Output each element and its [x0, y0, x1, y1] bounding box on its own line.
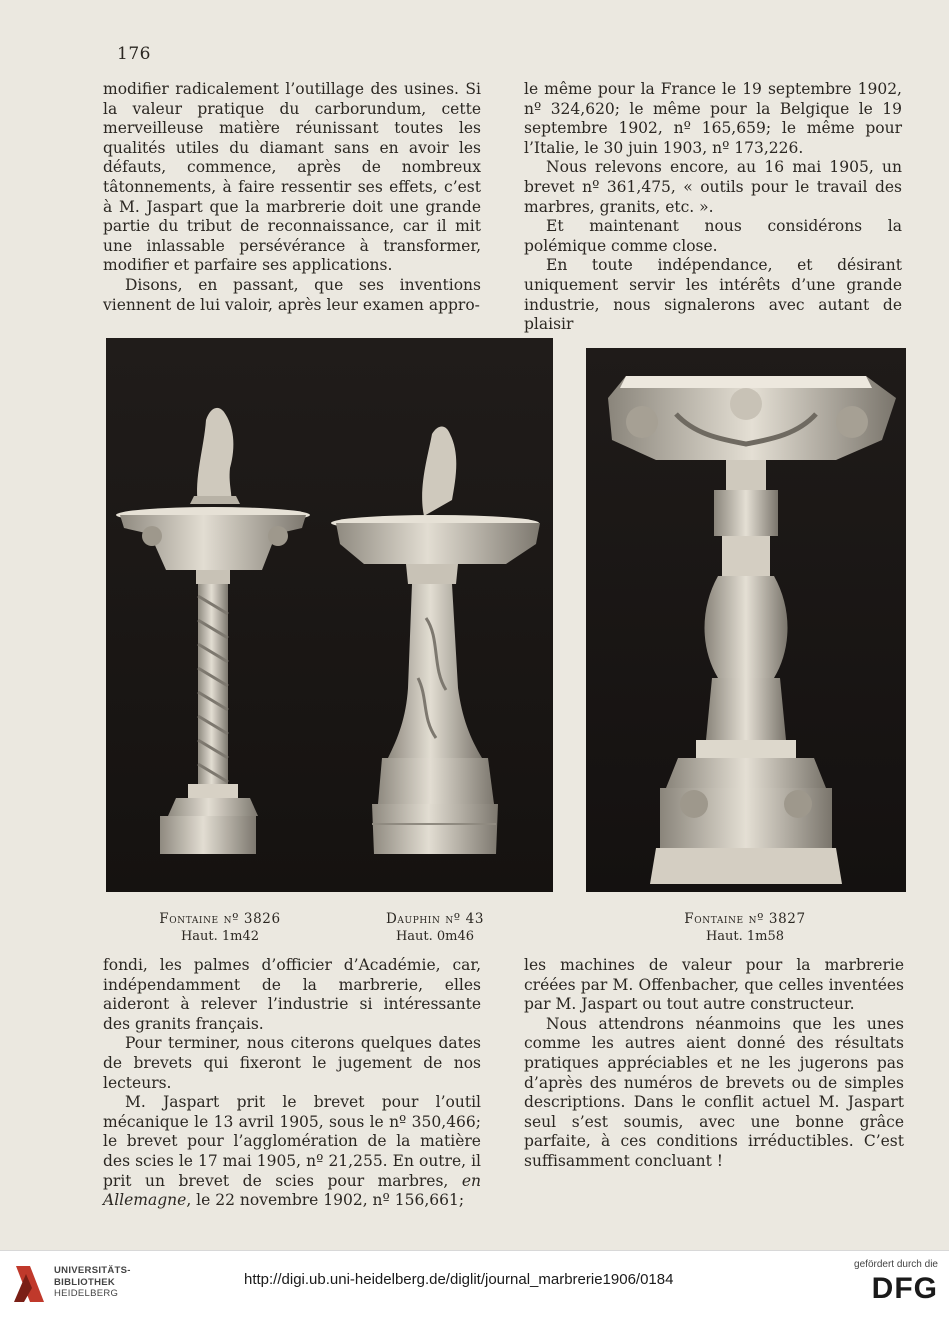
library-name[interactable]	[54, 1265, 131, 1300]
caption-title: Fontaine nº 3826	[159, 911, 281, 927]
paragraph-text: , le 22 novembre 1902, nº 156,661;	[186, 1191, 465, 1210]
ub-heidelberg-logo-icon[interactable]	[10, 1262, 50, 1306]
paragraph-text: M. Jaspart prit le brevet pour l’outil mécanique le 13 avril 1905, sous le nº 350,466; le brevet pour l’agglomération de la matière des scies le 17 mai 1905, nº 21,255. En outre, il prit un brevet de scies pour marbres,	[103, 1093, 481, 1190]
paragraph: le même pour la France le 19 septembre 1902, nº 324,620; le même pour la Belgique le 19 septembre 1902, nº 165,659; le même pour l’Italie, le 30 juin 1903, nº 173,226.	[524, 80, 902, 157]
text-column-top-left	[103, 80, 481, 315]
paragraph: les machines de valeur pour la marbrerie créées par M. Offenbacher, que celles inventées par M. Jaspart ou tout autre constructeur.	[524, 956, 904, 1014]
paragraph: Et maintenant nous considérons la polémique comme close.	[524, 217, 902, 255]
caption-height: Haut. 0m46	[395, 929, 475, 944]
photo-fontaine-3827	[586, 348, 906, 892]
text-column-top-right	[524, 80, 902, 335]
library-line: UNIVERSITÄTS-	[54, 1265, 131, 1276]
paragraph: fondi, les palmes d’officier d’Académie, car, indépendamment de la marbrerie, elles aideront à relever l’industrie si intéressante des granits français.	[103, 956, 481, 1033]
paragraph: modifier radicalement l’outillage des usines. Si la valeur pratique du carborundum, cette merveilleuse matière réunissant toutes les qualités utiles du diamant sans en avoir les défauts, commence, après de nombreux tâtonnements, à faire ressentir ses effets, c’est à M. Jaspart que la marbrerie doit une grande partie du tribut de reconnaissance, car il mit une inlassable persévérance à transformer, modifier et parfaire ses applications.	[103, 80, 481, 275]
photo-fontaine-3826-and-dauphin-43	[106, 338, 553, 892]
sponsor-block[interactable]	[842, 1259, 938, 1306]
paragraph-italic: en Allemagne	[103, 1171, 481, 1210]
caption-fontaine-3827	[650, 910, 840, 946]
sponsor-label: gefördert durch die	[854, 1259, 938, 1270]
caption-title: Dauphin nº 43	[385, 911, 485, 927]
permalink-url[interactable]: http://digi.ub.uni-heidelberg.de/diglit/journal_marbrerie1906/0184	[244, 1271, 674, 1288]
paragraph: Disons, en passant, que ses inventions viennent de lui valoir, après leur examen appro-	[103, 275, 481, 314]
paragraph	[103, 1093, 481, 1211]
library-line: BIBLIOTHEK	[54, 1276, 116, 1288]
library-line: HEIDELBERG	[54, 1288, 119, 1299]
caption-height: Haut. 1m42	[180, 929, 260, 944]
caption-dauphin-43	[355, 910, 515, 946]
caption-fontaine-3826	[120, 910, 320, 946]
dfg-logo-icon: DFG	[871, 1272, 938, 1305]
caption-title: Fontaine nº 3827	[684, 911, 806, 927]
paragraph: Nous relevons encore, au 16 mai 1905, un brevet nº 361,475, « outils pour le travail des marbres, granits, etc. ».	[524, 158, 902, 216]
caption-height: Haut. 1m58	[705, 929, 785, 944]
text-column-bottom-left	[103, 956, 481, 1211]
paragraph: Nous attendrons néanmoins que les unes comme les autres aient donné des résultats pratiques appréciables et ne les jugerons pas d’après des numéros de brevets ou de simples descriptions. Dans le conflit actuel M. Jaspart seul s’est soumis, avec une bonne grâce parfaite, à ces conditions irréductibles. C’est suffisamment concluant !	[524, 1014, 904, 1170]
paragraph: En toute indépendance, et désirant uniquement servir les intérêts d’une grande industrie, nous signalerons avec autant de plaisir	[524, 256, 902, 334]
footer-bar	[0, 1250, 949, 1320]
page-number: 176	[117, 44, 151, 64]
text-column-bottom-right	[524, 956, 904, 1172]
paragraph: Pour terminer, nous citerons quelques dates de brevets qui fixeront le jugement de nos lecteurs.	[103, 1034, 481, 1092]
